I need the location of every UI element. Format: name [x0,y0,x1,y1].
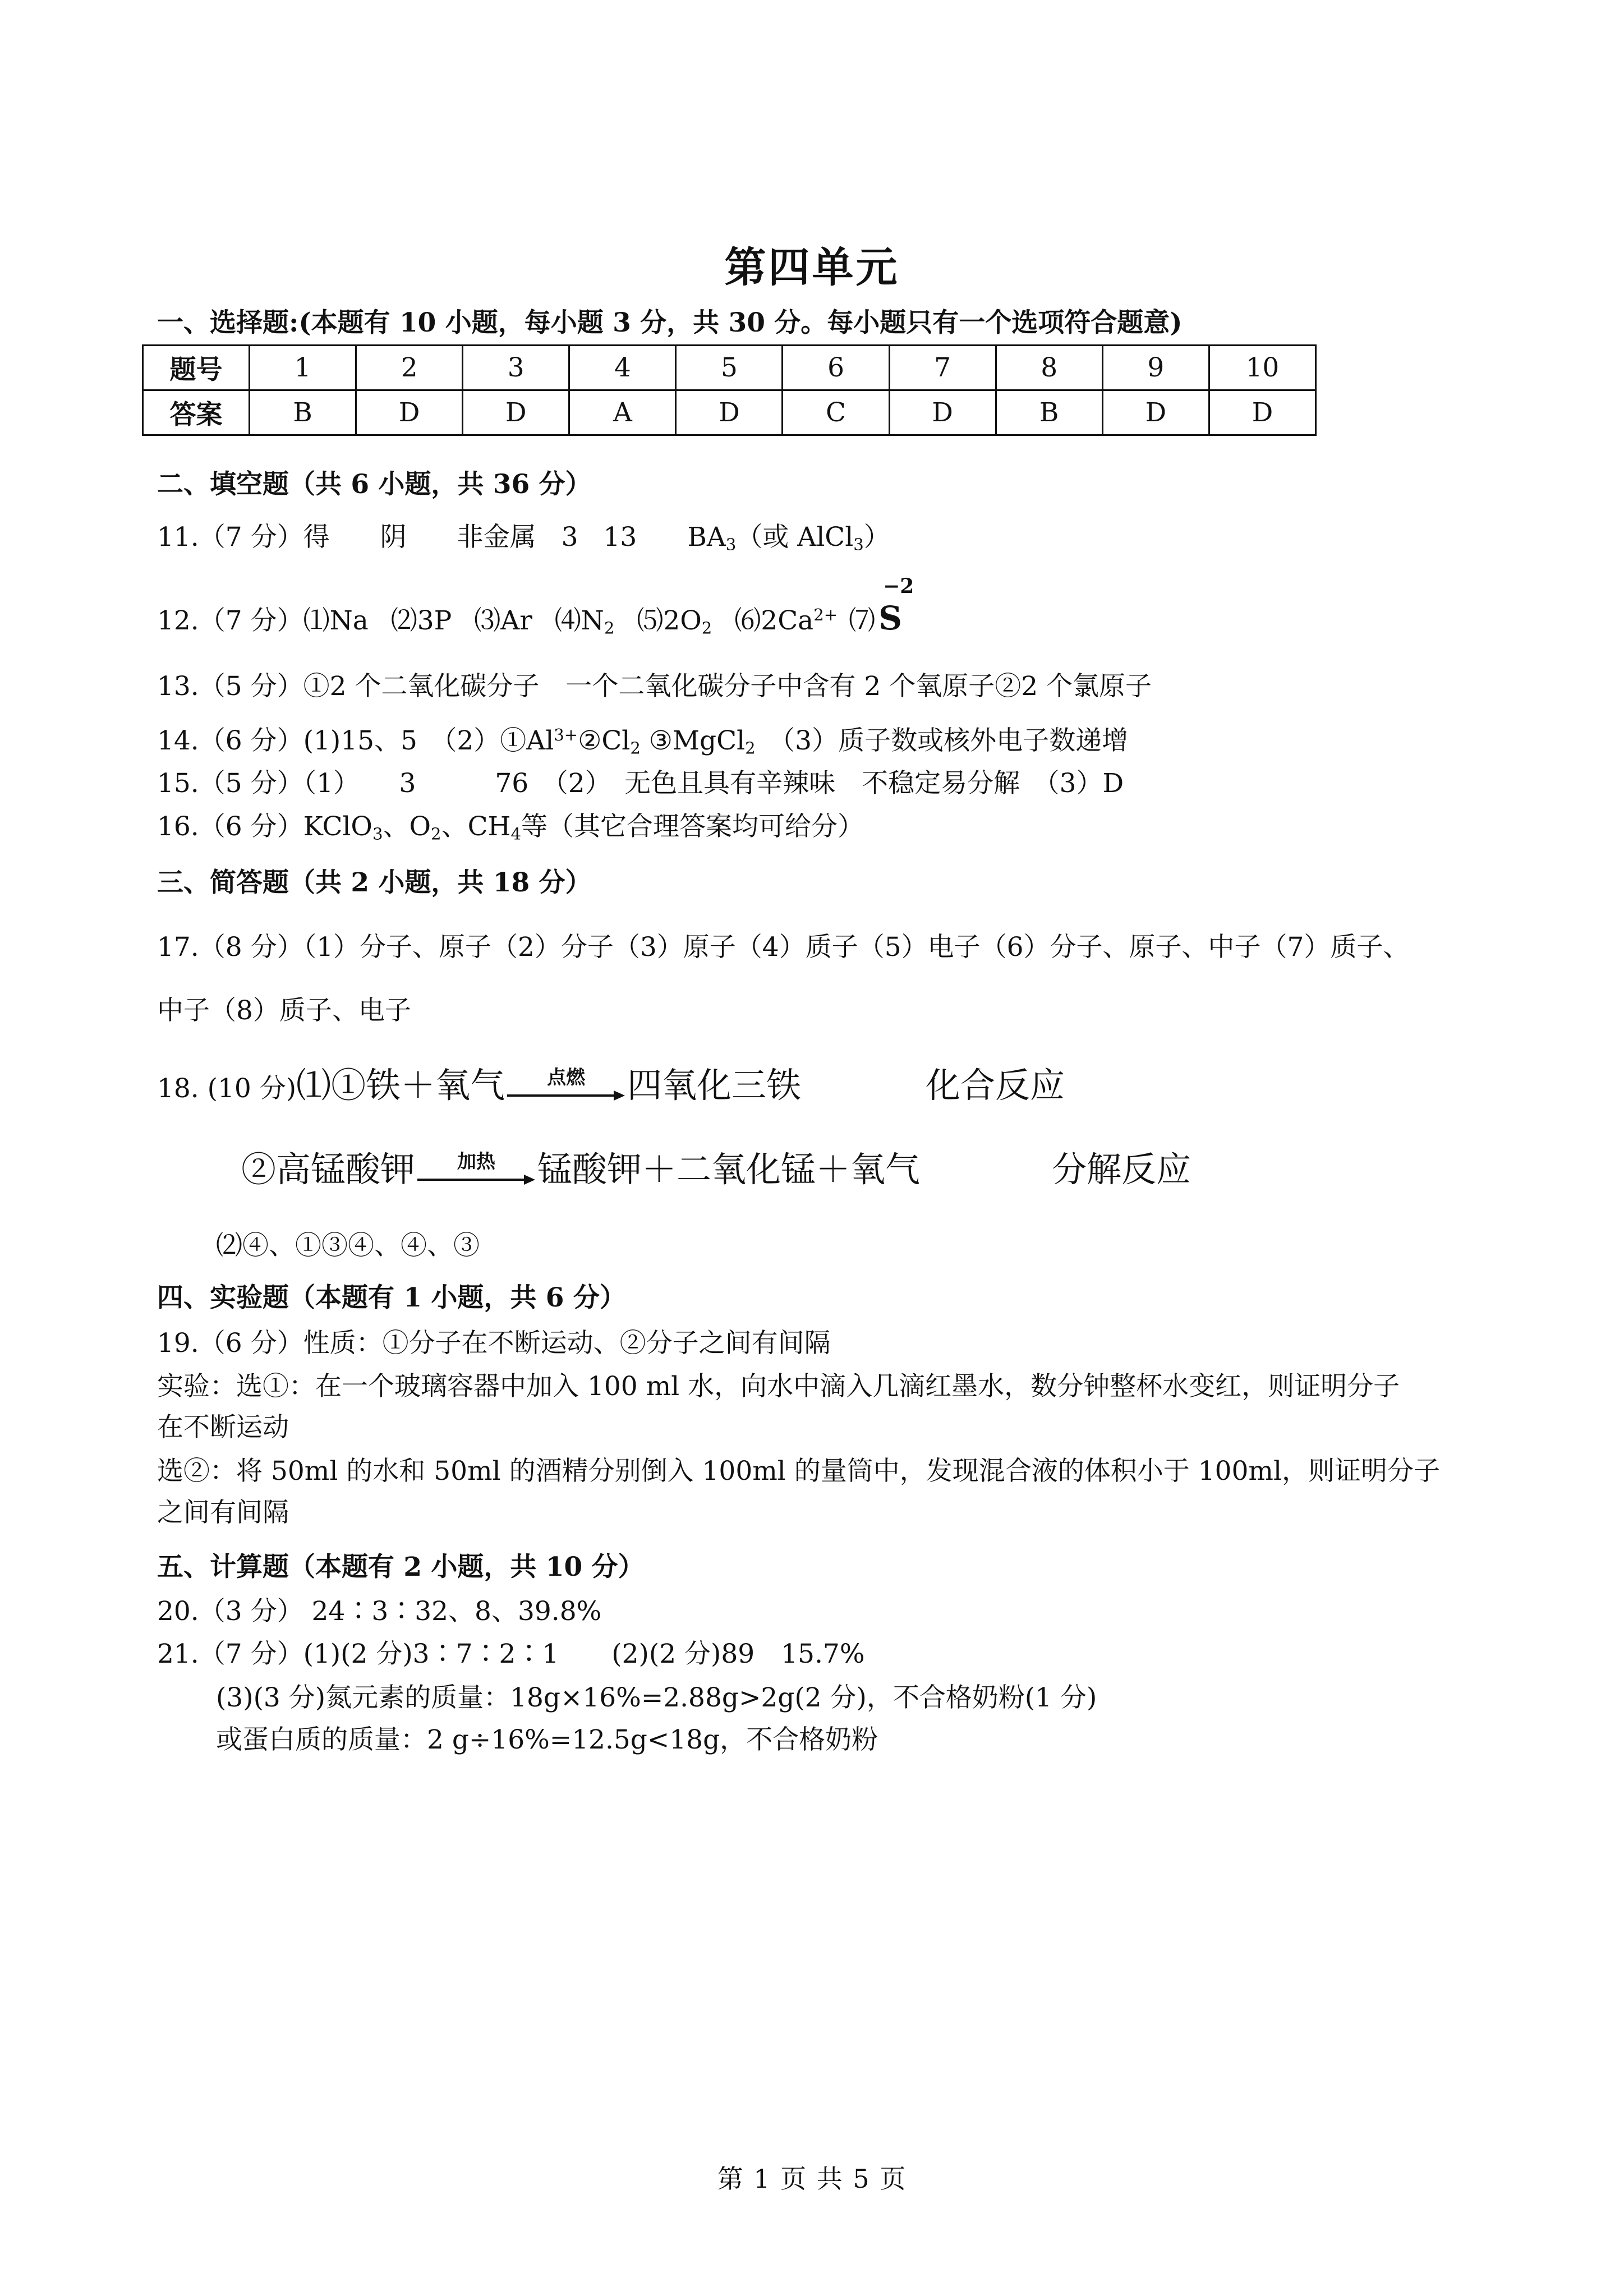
table-cell: D [1102,390,1209,435]
q11-formula: ） [863,522,890,553]
table-cell: D [676,390,783,435]
answer-line-21: 21.（7 分）(1)(2 分)3∶7∶2∶1 (2)(2 分)89 15.7% [157,1639,865,1669]
q11-answer: 3 [561,522,578,553]
row-label-question: 题号 [143,346,250,390]
q16-text: 16.（6 分）KClO [157,811,372,842]
subscript: 3 [853,535,864,554]
table-cell: 7 [889,346,996,390]
q12-answer: ⑶Ar [474,605,532,636]
answer-row [143,390,1316,435]
table-cell: B [996,390,1102,435]
table-cell: 3 [463,346,569,390]
subscript: 4 [510,824,522,844]
products: 四氧化三铁 [627,1065,802,1106]
q14-text: ③MgCl [640,725,746,756]
q18-prefix: 18. (10 分) [157,1073,297,1104]
table-cell: 8 [996,346,1102,390]
table-cell: D [463,390,569,435]
element-symbol: S [878,599,903,637]
superscript: 2+ [813,605,838,624]
answer-line-13: 13.（5 分）①2 个二氧化碳分子 一个二氧化碳分子中含有 2 个氧原子②2 个氯原子 [157,671,1152,702]
answer-line-11 [157,516,890,554]
subscript: 2 [630,738,641,758]
page-footer: 第 1 页 共 5 页 [717,2164,907,2194]
valence-symbol [878,574,914,637]
table-cell: B [250,390,356,435]
reaction-arrow [417,1150,535,1193]
reaction-arrow [507,1066,625,1109]
subscript: 2 [701,618,712,638]
q12-answer: ⑷N [554,605,604,636]
table-cell: 4 [569,346,676,390]
answer-line-15: 15.（5 分）（1） 3 76 （2） 无色且具有辛辣味 不稳定易分解 （3）D [157,768,1124,799]
answer-line-14 [157,720,1128,757]
subscript: 2 [604,618,615,638]
table-cell: 5 [676,346,783,390]
answer-line-20: 20.（3 分） 24∶3∶32、8、39.8% [157,1596,602,1627]
q12-answer: ⑺ [849,605,876,636]
table-cell: 1 [250,346,356,390]
section-5-heading: 五、计算题（本题有 2 小题，共 10 分） [157,1552,645,1582]
answer-line-18-reaction-2 [241,1142,920,1193]
q11-formula: （或 AlCl [736,522,854,553]
section-1-heading: 一、选择题:(本题有 10 小题，每小题 3 分，共 30 分。每小题只有一个选项符合题意) [157,307,1183,338]
reaction-type: 化合反应 [926,1065,1065,1106]
q14-text: （3）质子数或核外电子数递增 [755,725,1129,756]
q11-answer: 13 [603,522,637,553]
answer-line-16 [157,806,864,843]
superscript: 3+ [554,725,578,744]
section-4-heading: 四、实验题（本题有 1 小题，共 6 分） [157,1282,626,1313]
q14-text: ②Cl [578,725,631,756]
reaction-condition: 加热 [457,1150,496,1173]
experiment-2-line-2: 之间有间隔 [157,1497,289,1528]
table-cell: 9 [1102,346,1209,390]
section-2-heading: 二、填空题（共 6 小题，共 36 分） [157,469,592,500]
products: 锰酸钾＋二氧化锰＋氧气 [537,1149,921,1190]
answer-line-17-cont: 中子（8）质子、电子 [157,995,411,1026]
answer-line-17: 17.（8 分）（1）分子、原子（2）分子（3）原子（4）质子（5）电子（6）分子、原子、中子（7）质子、 [157,932,1410,963]
subscript: 3 [372,824,383,844]
experiment-1-line-2: 在不断运动 [157,1412,289,1443]
experiment-1-line-1: 实验：选①：在一个玻璃容器中加入 100 ml 水，向水中滴入几滴红墨水，数分钟整杯水变红，则证明分子 [157,1371,1400,1402]
answer-line-21-alt: 或蛋白质的质量：2 g÷16%=12.5g<18g，不合格奶粉 [216,1724,878,1755]
reaction-condition: 点燃 [547,1066,586,1089]
q12-answer: ⑵3P [390,605,452,636]
subscript: 2 [431,824,441,844]
answer-line-18-part-2: ⑵④、①③④、④、③ [216,1230,480,1261]
q12-answer: ⑹2Ca [734,605,814,636]
answer-table [142,344,1317,436]
table-cell: A [569,390,676,435]
section-3-heading: 三、简答题（共 2 小题，共 18 分） [157,867,592,898]
q11-answer: 阴 [380,522,407,553]
q11-prefix: 11.（7 分）得 [157,522,330,553]
table-cell: C [783,390,889,435]
q16-text: 等（其它合理答案均可给分） [521,811,864,842]
table-cell: 6 [783,346,889,390]
table-cell: D [356,390,463,435]
q11-answer: 非金属 [457,522,536,553]
question-number-row [143,346,1316,390]
page-title: 第四单元 [724,243,900,292]
row-label-answer: 答案 [143,390,250,435]
answer-line-19: 19.（6 分）性质：①分子在不断运动、②分子之间有间隔 [157,1328,831,1359]
q12-prefix: 12.（7 分）⑴Na [157,605,369,636]
subscript: 2 [745,738,756,758]
answer-line-18-reaction-1 [157,1057,801,1109]
subscript: 3 [725,535,737,554]
table-cell: 2 [356,346,463,390]
table-cell: 10 [1209,346,1315,390]
reactants: ②高锰酸钾 [241,1149,416,1190]
q11-formula: BA [687,522,726,553]
valence-mark: −2 [883,574,914,598]
reactants: ⑴①铁＋氧气 [296,1065,505,1106]
answer-line-12 [157,574,914,638]
table-cell: D [1209,390,1315,435]
answer-line-21-part-3: (3)(3 分)氮元素的质量：18g×16%=2.88g>2g(2 分)，不合格奶粉(1 分) [216,1682,1097,1713]
reaction-type: 分解反应 [1052,1149,1191,1190]
experiment-2-line-1: 选②：将 50ml 的水和 50ml 的酒精分别倒入 100ml 的量筒中，发现混合液的体积小于 100ml，则证明分子 [157,1456,1441,1487]
q14-text: 14.（6 分）(1)15、5 （2）①Al [157,725,554,756]
table-cell: D [889,390,996,435]
q16-text: 、CH [441,811,511,842]
q12-answer: ⑸2O [637,605,702,636]
q16-text: 、O [383,811,431,842]
